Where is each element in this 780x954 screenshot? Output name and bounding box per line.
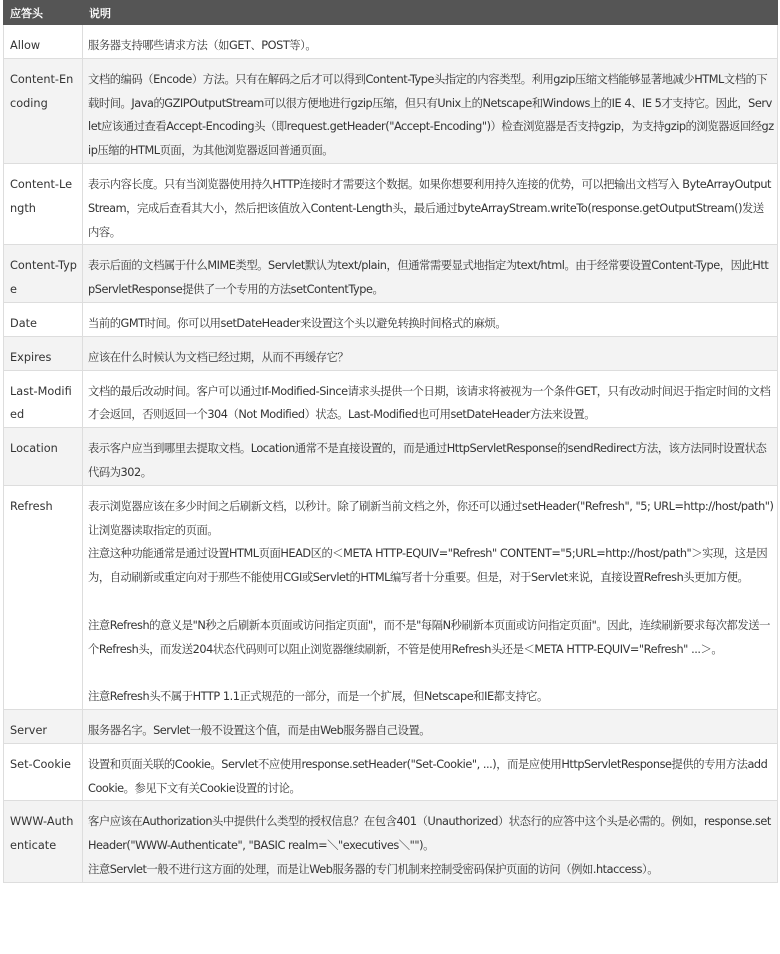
header-name-cell: Location xyxy=(4,428,83,486)
header-description-cell xyxy=(83,58,778,163)
header-description-cell xyxy=(83,302,778,336)
description-paragraph: 注意Refresh的意义是"N秒之后刷新本页面或访问指定页面"，而不是"每隔N秒刷新本页面或访问指定页面"。因此，连续刷新要求每次都发送一个Refresh头，而发送204状态代码则可以阻止浏览器继续刷新，不管是使用Refresh头还是＜META HTTP-EQUIV="Refresh" ...＞。 xyxy=(88,618,770,656)
description-paragraph: 注意这种功能通常是通过设置HTML页面HEAD区的＜META HTTP-EQUIV="Refresh" CONTENT="5;URL=http://host/path"＞实现，这是因为，自动刷新或重定向对于那些不能使用CGI或Servlet的HTML编写者十分重要。但是，对于Servlet来说，直接设置Refresh头更加方便。 xyxy=(88,547,768,585)
header-name-cell: Last-Modified xyxy=(4,370,83,428)
header-name-cell: WWW-Authenticate xyxy=(4,801,83,882)
paragraph-gap xyxy=(88,590,774,614)
description-paragraph: 应该在什么时候认为文档已经过期，从而不再缓存它？ xyxy=(88,350,349,364)
description-paragraph: 注意Servlet一般不进行这方面的处理，而是让Web服务器的专门机制来控制受密码保护页面的访问（例如.htaccess）。 xyxy=(88,862,659,876)
header-description-cell xyxy=(83,428,778,486)
header-description-cell xyxy=(83,336,778,370)
description-paragraph: 文档的最后改动时间。客户可以通过If-Modified-Since请求头提供一个日期，该请求将被视为一个条件GET，只有改动时间迟于指定时间的文档才会返回，否则返回一个304（Not Modified）状态。Last-Modified也可用setDateHeader方法来设置。 xyxy=(88,384,771,422)
header-name-cell: Content-Length xyxy=(4,163,83,244)
description-paragraph: 设置和页面关联的Cookie。Servlet不应使用response.setHeader("Set-Cookie", ...)，而是应使用HttpServletResponse提供的专用方法addCookie。参见下文有关Cookie设置的讨论。 xyxy=(88,757,768,795)
description-paragraph: 表示浏览器应该在多少时间之后刷新文档，以秒计。除了刷新当前文档之外，你还可以通过setHeader("Refresh", "5; URL=http://host/path")让浏览器读取指定的页面。 xyxy=(88,499,774,537)
table-row xyxy=(4,485,778,709)
description-paragraph: 表示后面的文档属于什么MIME类型。Servlet默认为text/plain，但通常需要显式地指定为text/html。由于经常要设置Content-Type，因此HttpServletResponse提供了一个专用的方法setContentType。 xyxy=(88,259,769,297)
description-paragraph: 表示客户应当到哪里去提取文档。Location通常不是直接设置的，而是通过HttpServletResponse的sendRedirect方法，该方法同时设置状态代码为302。 xyxy=(88,442,767,479)
header-name-cell: Server xyxy=(4,709,83,743)
description-paragraph: 服务器名字。Servlet一般不设置这个值，而是由Web服务器自己设置。 xyxy=(88,723,431,737)
description-paragraph: 服务器支持哪些请求方法（如GET、POST等）。 xyxy=(88,39,317,52)
bottom-fade xyxy=(0,944,780,954)
header-name-cell: Allow xyxy=(4,25,83,59)
table-row xyxy=(4,370,778,428)
header-name-cell: Content-Type xyxy=(4,245,83,303)
table-row xyxy=(4,801,778,882)
description-paragraph: 客户应该在Authorization头中提供什么类型的授权信息？在包含401（Unauthorized）状态行的应答中这个头是必需的。例如，response.setHeader("WWW-Authenticate", "BASIC realm=＼"executives＼"")。 xyxy=(88,815,771,853)
column-header-description: 说明 xyxy=(83,1,778,25)
paragraph-gap xyxy=(88,661,774,685)
header-name-cell: Date xyxy=(4,302,83,336)
header-description-cell xyxy=(83,709,778,743)
table-row xyxy=(4,245,778,303)
table-body xyxy=(4,25,778,883)
description-paragraph: 表示内容长度。只有当浏览器使用持久HTTP连接时才需要这个数据。如果你想要利用持久连接的优势，可以把输出文档写入 ByteArrayOutputStream，完成后查看其大小，然后把该值放入Content-Length头，最后通过byteArrayStream.writeTo(response.getOutputStream()发送内容。 xyxy=(88,177,772,239)
header-description-cell xyxy=(83,370,778,428)
table-row xyxy=(4,743,778,801)
header-description-cell xyxy=(83,485,778,709)
table-row xyxy=(4,25,778,59)
table-row xyxy=(4,302,778,336)
header-name-cell: Expires xyxy=(4,336,83,370)
header-description-cell xyxy=(83,743,778,801)
table-row xyxy=(4,163,778,244)
description-paragraph: 文档的编码（Encode）方法。只有在解码之后才可以得到Content-Type头指定的内容类型。利用gzip压缩文档能够显著地减少HTML文档的下载时间。Java的GZIPOutputStream可以很方便地进行gzip压缩，但只有Unix上的Netscape和Windows上的IE 4、IE 5才支持它。因此，Servlet应该通过查看Accept-Encoding头（即request.getHeader("Accept-Encoding")）检查浏览器是否支持gzip，为支持gzip的浏览器返回经gzip压缩的HTML页面，为其他浏览器返回普通页面。 xyxy=(88,72,774,158)
table-row xyxy=(4,428,778,486)
header-description-cell xyxy=(83,245,778,303)
response-headers-table xyxy=(3,0,778,883)
table-row xyxy=(4,58,778,163)
description-paragraph: 注意Refresh头不属于HTTP 1.1正式规范的一部分，而是一个扩展，但Netscape和IE都支持它。 xyxy=(88,690,548,704)
description-paragraph: 当前的GMT时间。你可以用setDateHeader来设置这个头以避免转换时间格式的麻烦。 xyxy=(88,316,507,330)
table-header-row xyxy=(4,1,778,25)
header-description-cell xyxy=(83,801,778,882)
header-description-cell xyxy=(83,163,778,244)
table-row xyxy=(4,336,778,370)
header-name-cell: Content-Encoding xyxy=(4,58,83,163)
table-row xyxy=(4,709,778,743)
header-description-cell xyxy=(83,25,778,59)
header-name-cell: Refresh xyxy=(4,485,83,709)
header-name-cell: Set-Cookie xyxy=(4,743,83,801)
column-header-name: 应答头 xyxy=(4,1,83,25)
